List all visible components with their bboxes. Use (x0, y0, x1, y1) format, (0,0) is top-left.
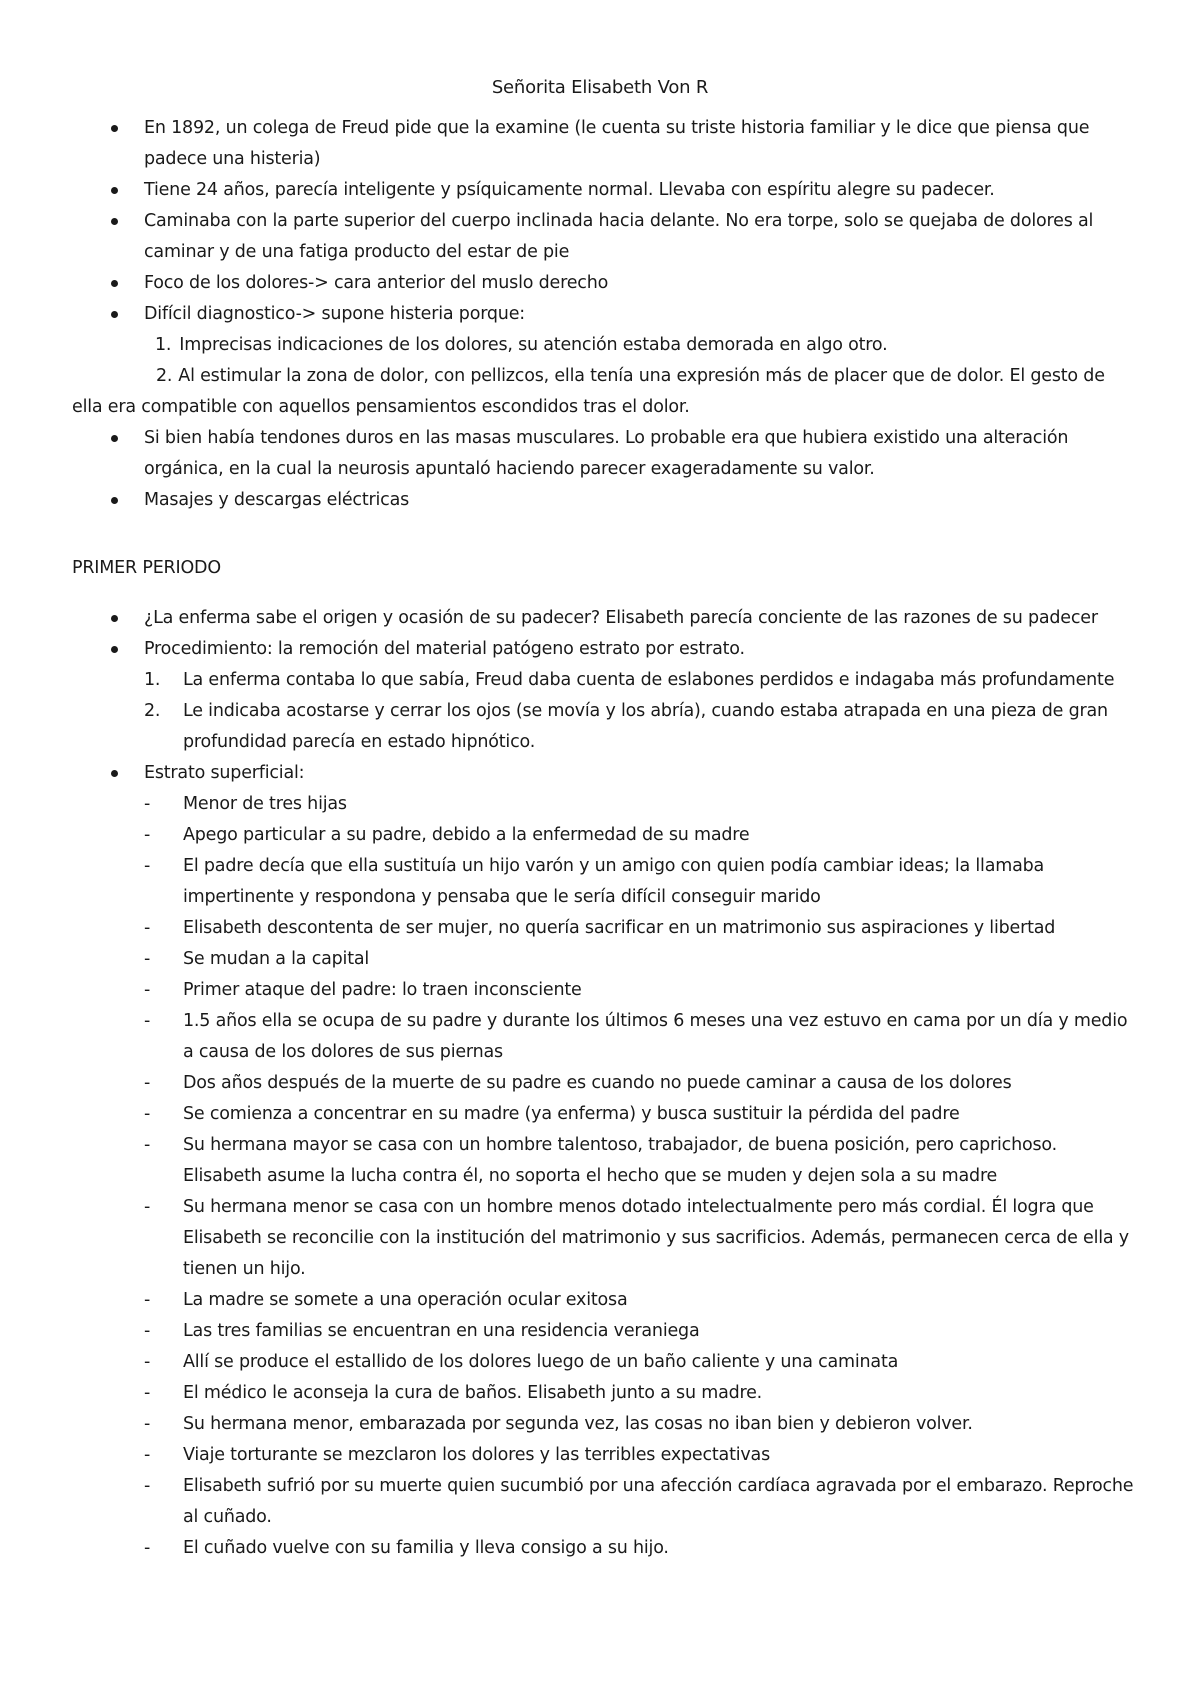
diagnosis-item-1 (0, 330, 1200, 361)
item-text: Su hermana menor se casa con un hombre menos dotado intelectualmente pero más cordial. Él logra que Elisabeth se reconcilie con la institución del matrimonio y sus sacrificios. Además, permanecen cerca de ella y tienen un hijo. (183, 1197, 1129, 1279)
dash-list-item (0, 1285, 1200, 1316)
item-text: La madre se somete a una operación ocular exitosa (183, 1290, 628, 1310)
item-text: El médico le aconseja la cura de baños. Elisabeth junto a su madre. (183, 1383, 763, 1403)
dash-list-item (0, 1068, 1200, 1099)
item-number: 2. (144, 701, 161, 721)
period-section (0, 603, 1200, 1564)
procedure-item (0, 665, 1200, 696)
dash-list-item (0, 820, 1200, 851)
bullet-item: Procedimiento: la remoción del material patógeno estrato por estrato. (0, 634, 1200, 665)
dash-marker: - (144, 1383, 151, 1403)
dash-list-item (0, 789, 1200, 820)
bullet-item: Difícil diagnostico-> supone histeria porque: (0, 299, 1200, 330)
dash-marker: - (144, 1290, 151, 1310)
bullet-item: ¿La enferma sabe el origen y ocasión de su padecer? Elisabeth parecía conciente de las razones de su padecer (0, 603, 1200, 634)
dash-list-item (0, 1130, 1200, 1192)
dash-marker: - (144, 1414, 151, 1434)
item-text: Su hermana mayor se casa con un hombre talentoso, trabajador, de buena posición, pero caprichoso. Elisabeth asume la lucha contra él, no soporta el hecho que se muden y dejen sola a su madre (183, 1135, 1057, 1186)
dash-list-item (0, 1533, 1200, 1564)
dash-list-item (0, 1099, 1200, 1130)
dash-marker: - (144, 794, 151, 814)
item-text: Viaje torturante se mezclaron los dolores y las terribles expectativas (183, 1445, 770, 1465)
bullet-item: Foco de los dolores-> cara anterior del muslo derecho (0, 268, 1200, 299)
dash-list-item (0, 1006, 1200, 1068)
dash-list-item (0, 913, 1200, 944)
item-text: La enferma contaba lo que sabía, Freud daba cuenta de eslabones perdidos e indagaba más profundamente (183, 670, 1115, 690)
item-text: Allí se produce el estallido de los dolores luego de un baño caliente y una caminata (183, 1352, 899, 1372)
dash-marker: - (144, 856, 151, 876)
bullet-item: Masajes y descargas eléctricas (0, 485, 1200, 516)
intro-section (0, 113, 1200, 516)
item-text: Se mudan a la capital (183, 949, 370, 969)
item-text: Al estimular la zona de dolor, con pellizcos, ella tenía una expresión más de placer que de dolor. El gesto de ella era compatible con aquellos pensamientos escondidos tras el dolor. (72, 366, 1105, 417)
dash-marker: - (144, 1352, 151, 1372)
dash-list-item (0, 975, 1200, 1006)
dash-marker: - (144, 1197, 151, 1217)
dash-marker: - (144, 1011, 151, 1031)
dash-marker: - (144, 825, 151, 845)
bullet-item: En 1892, un colega de Freud pide que la examine (le cuenta su triste historia familiar y le dice que piensa que padece una histeria) (0, 113, 1200, 175)
dash-list-item (0, 1316, 1200, 1347)
dash-list-item (0, 1471, 1200, 1533)
item-text: Primer ataque del padre: lo traen inconsciente (183, 980, 582, 1000)
bullet-item: Si bien había tendones duros en las masas musculares. Lo probable era que hubiera existido una alteración orgánica, en la cual la neurosis apuntaló haciendo parecer exageradamente su valor. (0, 423, 1200, 485)
dash-marker: - (144, 1321, 151, 1341)
section-heading: PRIMER PERIODO (72, 558, 221, 578)
intro-bullet-list (0, 113, 1200, 330)
dash-marker: - (144, 1538, 151, 1558)
item-number: 1. (144, 670, 161, 690)
stratum-dash-list (0, 789, 1200, 1564)
dash-list-item (0, 1409, 1200, 1440)
item-text: Las tres familias se encuentran en una residencia veraniega (183, 1321, 700, 1341)
dash-list-item (0, 1347, 1200, 1378)
item-text: Le indicaba acostarse y cerrar los ojos (se movía y los abría), cuando estaba atrapada en una pieza de gran profundidad parecía en estado hipnótico. (183, 701, 1108, 752)
dash-marker: - (144, 1476, 151, 1496)
dash-list-item (0, 1440, 1200, 1471)
dash-marker: - (144, 980, 151, 1000)
dash-marker: - (144, 1073, 151, 1093)
dash-marker: - (144, 1445, 151, 1465)
item-text: Se comienza a concentrar en su madre (ya enferma) y busca sustituir la pérdida del padre (183, 1104, 960, 1124)
dash-marker: - (144, 949, 151, 969)
item-text: Dos años después de la muerte de su padre es cuando no puede caminar a causa de los dolores (183, 1073, 1012, 1093)
intro-bullet-list-2 (0, 423, 1200, 516)
item-text: Imprecisas indicaciones de los dolores, su atención estaba demorada en algo otro. (179, 335, 888, 355)
document-title: Señorita Elisabeth Von R (491, 77, 709, 98)
item-text: Elisabeth descontenta de ser mujer, no quería sacrificar en un matrimonio sus aspiraciones y libertad (183, 918, 1056, 938)
dash-marker: - (144, 1104, 151, 1124)
stratum-bullet-list (0, 758, 1200, 789)
item-text: El cuñado vuelve con su familia y lleva consigo a su hijo. (183, 1538, 669, 1558)
dash-list-item (0, 1378, 1200, 1409)
dash-list-item (0, 851, 1200, 913)
item-text: El padre decía que ella sustituía un hijo varón y un amigo con quien podía cambiar ideas; la llamaba impertinente y respondona y pensaba que le sería difícil conseguir marido (183, 856, 1045, 907)
diagnosis-item-2 (0, 361, 1200, 423)
period-bullet-list (0, 603, 1200, 665)
item-text: Elisabeth sufrió por su muerte quien sucumbió por una afección cardíaca agravada por el embarazo. Reproche al cuñado. (183, 1476, 1134, 1527)
bullet-item: Estrato superficial: (0, 758, 1200, 789)
procedure-item (0, 696, 1200, 758)
item-text: 1.5 años ella se ocupa de su padre y durante los últimos 6 meses una vez estuvo en cama por un día y medio a causa de los dolores de sus piernas (183, 1011, 1128, 1062)
item-number: 2. (156, 366, 173, 386)
dash-marker: - (144, 918, 151, 938)
item-text: Apego particular a su padre, debido a la enfermedad de su madre (183, 825, 750, 845)
dash-list-item (0, 1192, 1200, 1285)
item-text: Menor de tres hijas (183, 794, 347, 814)
item-number: 1. (155, 335, 172, 355)
procedure-list (0, 665, 1200, 758)
dash-list-item (0, 944, 1200, 975)
bullet-item: Tiene 24 años, parecía inteligente y psíquicamente normal. Llevaba con espíritu alegre su padecer. (0, 175, 1200, 206)
dash-marker: - (144, 1135, 151, 1155)
bullet-item: Caminaba con la parte superior del cuerpo inclinada hacia delante. No era torpe, solo se quejaba de dolores al caminar y de una fatiga producto del estar de pie (0, 206, 1200, 268)
item-text: Su hermana menor, embarazada por segunda vez, las cosas no iban bien y debieron volver. (183, 1414, 973, 1434)
